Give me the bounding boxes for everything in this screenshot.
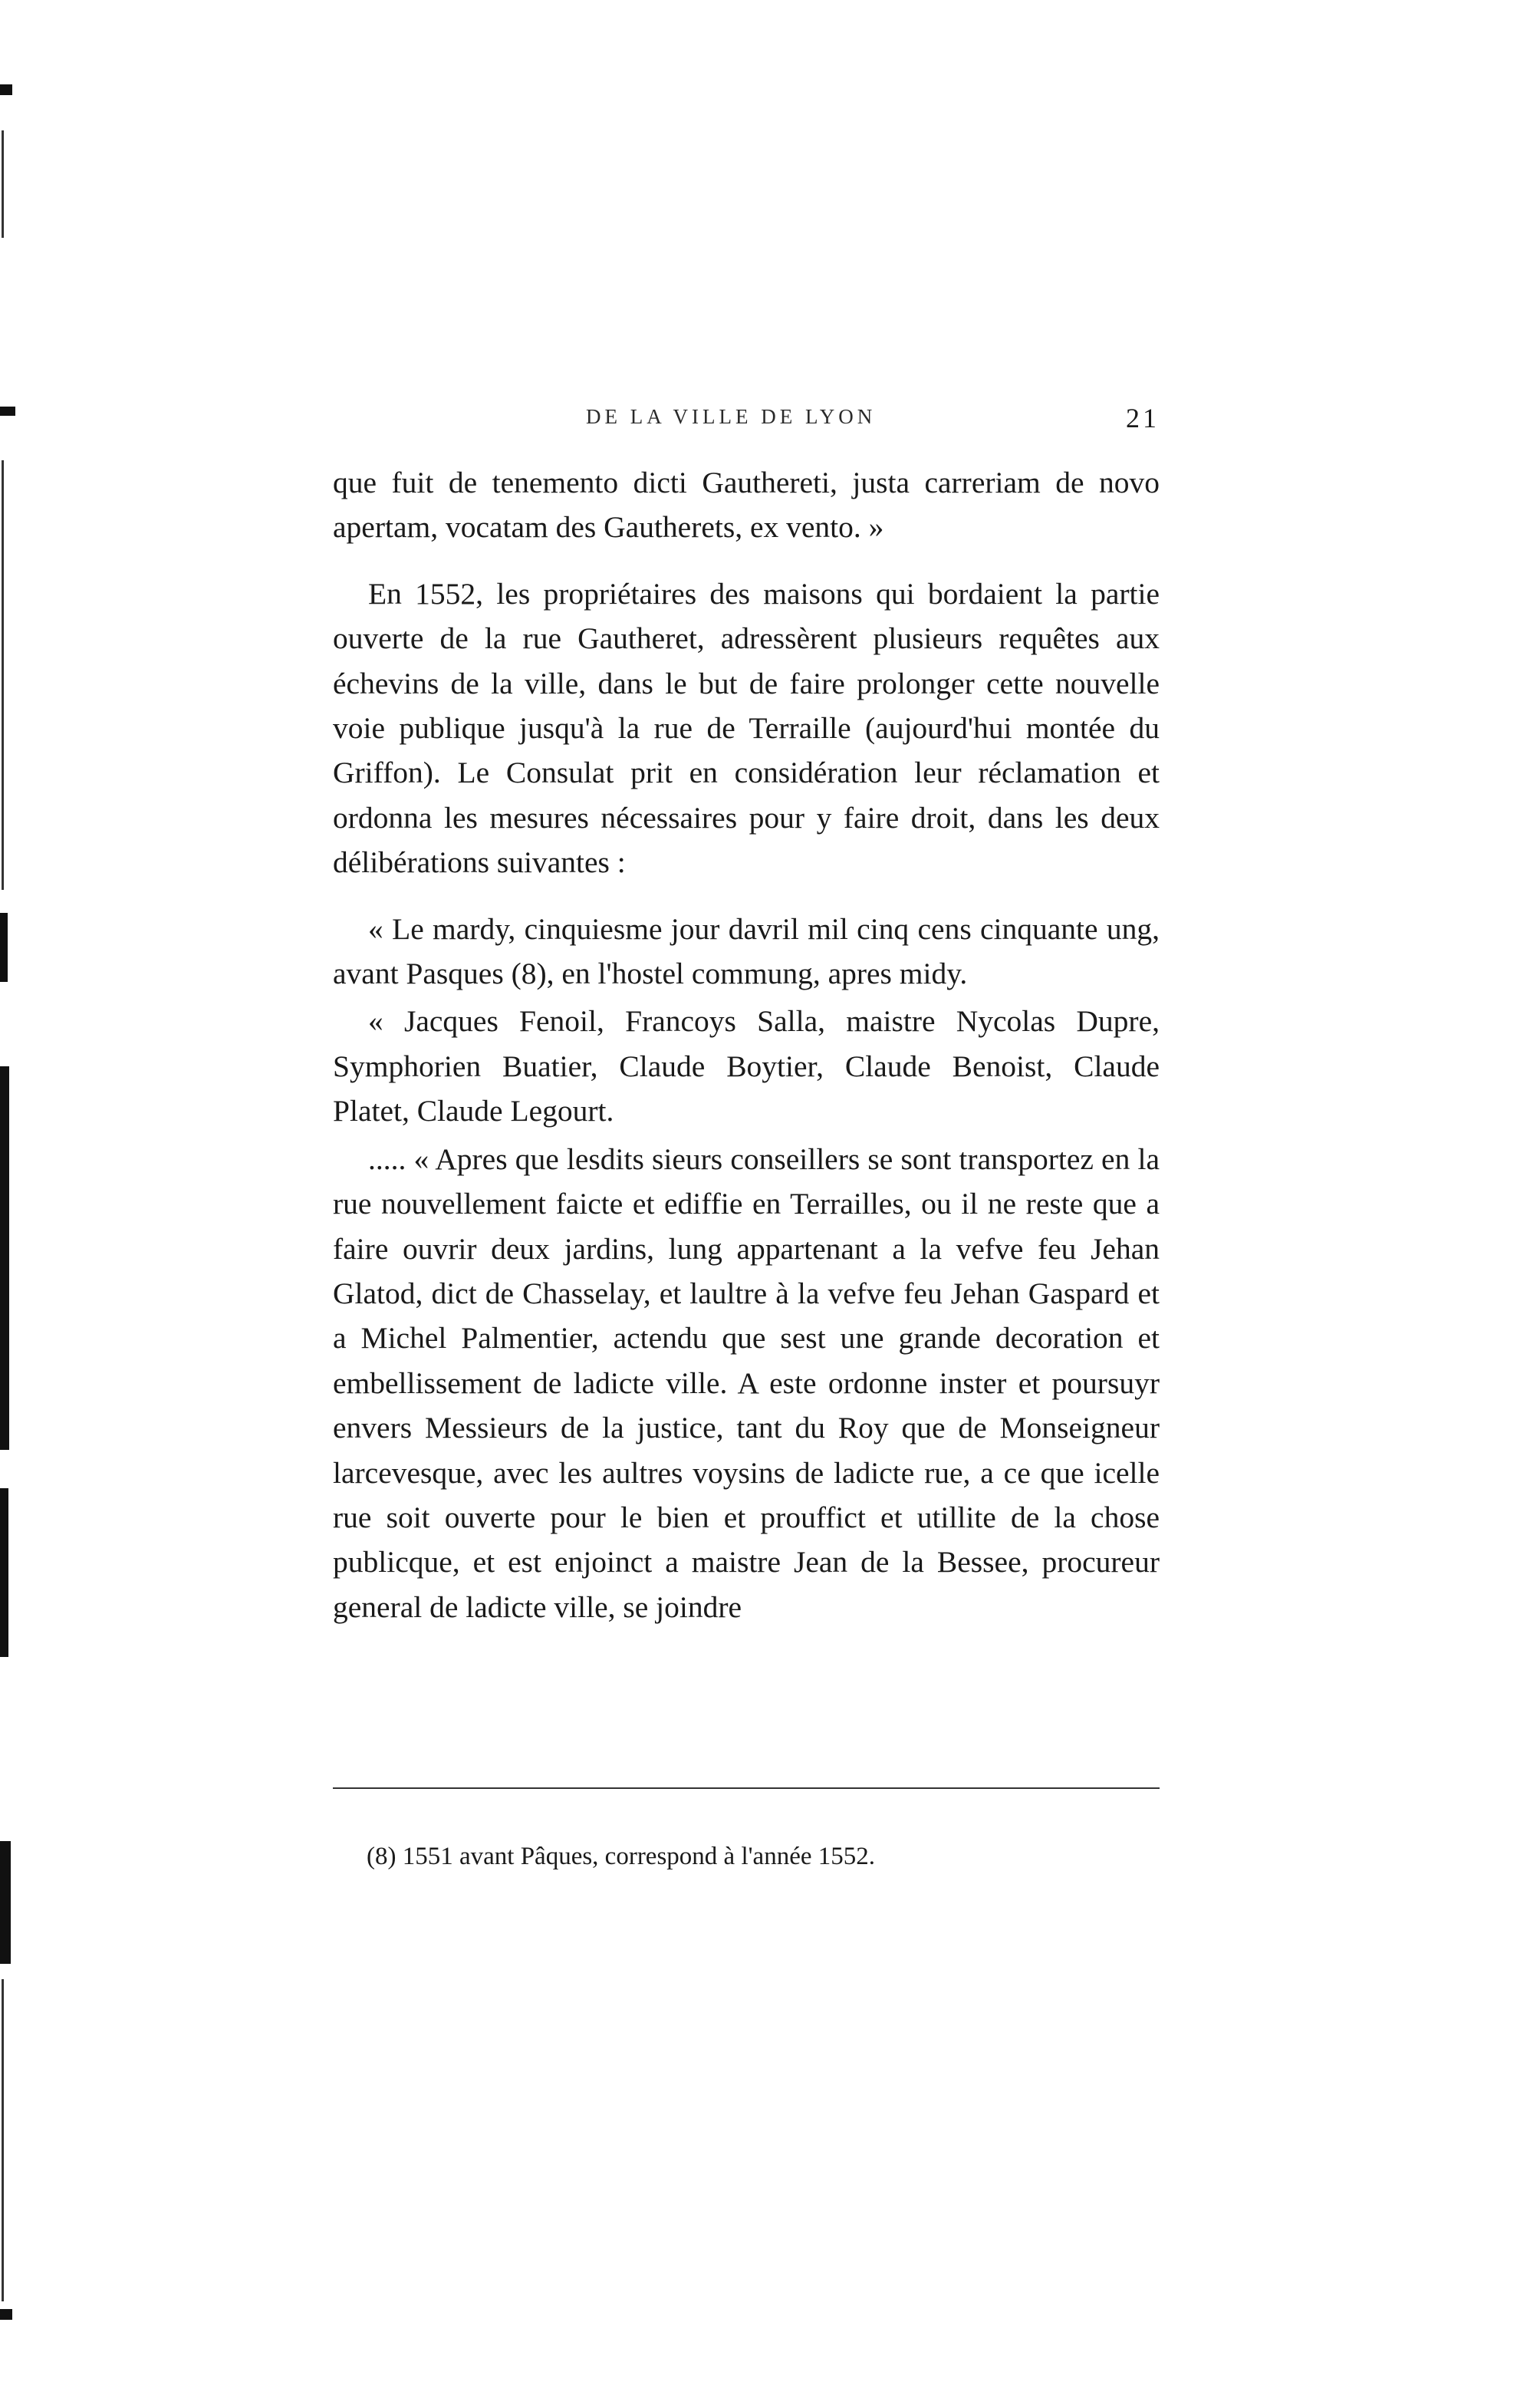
scan-edge-line [2,1979,4,2301]
scan-edge-mark [0,407,15,416]
running-title: DE LA VILLE DE LYON [586,405,877,428]
paragraph-gap [333,885,1160,907]
paragraph-gap [333,550,1160,572]
footnote: (8) 1551 avant Pâques, correspond à l'année 1552. [367,1843,875,1870]
scan-edge-mark [0,1066,9,1450]
quoted-paragraph: « Jacques Fenoil, Francoys Salla, maistre Nycolas Dupre, Symphorien Buatier, Claude Boytier, Claude Benoist, Claude Platet, Claude Legourt. [333,1004,1160,1128]
paragraph-continuation: que fuit de tenemento dicti Gauthereti, justa carreriam de novo apertam, vocatam des Gautherets, ex vento. » [333,466,1160,545]
quoted-paragraph: « Le mardy, cinquiesme jour davril mil cinq cens cinquante ung, avant Pasques (8), en l'hostel commung, apres midy. [333,911,1160,991]
scan-edge-mark [0,2309,12,2320]
paragraph: En 1552, les propriétaires des maisons qui bordaient la partie ouverte de la rue Gautheret, adressèrent plusieurs requêtes aux échevins de la ville, dans le but de faire prolonger cette nouvelle voie publique jusqu'à la rue de Terraille (aujourd'hui montée du Griffon). Le Consulat prit en considération leur réclamation et ordonna les mesures nécessaires pour y faire droit, dans les deux délibérations suivantes : [333,576,1160,880]
body-text [333,460,1160,1629]
page-header [333,405,1160,436]
scan-edge-mark [0,1841,11,1964]
footnote-rule [333,1787,1160,1789]
quoted-paragraph: ..... « Apres que lesdits sieurs conseillers se sont transportez en la rue nouvellement faicte et ediffie en Terrailles, ou il ne reste que a faire ouvrir deux jardins, lung appartenant a la vefve feu Jehan Glatod, dict de Chasselay, et laultre à la vefve feu Jehan Gaspard et a Michel Palmentier, actendu que sest une grande decoration et embellissement de ladicte ville. A este ordonne inster et poursuyr envers Messieurs de la justice, tant du Roy que de Monseigneur larcevesque, avec les aultres voysins de ladicte rue, a ce que icelle rue soit ouverte pour le bien et prouffict et utillite de la chose publicque, et est enjoinct a maistre Jean de la Bessee, procureur general de ladicte ville, se joindre [333,1141,1160,1624]
scan-edge-line [2,460,4,890]
scan-edge-mark [0,913,8,982]
scan-edge-mark [0,84,12,95]
scan-edge-line [2,130,4,238]
page-number: 21 [1126,403,1160,433]
scan-edge-mark [0,1488,8,1657]
